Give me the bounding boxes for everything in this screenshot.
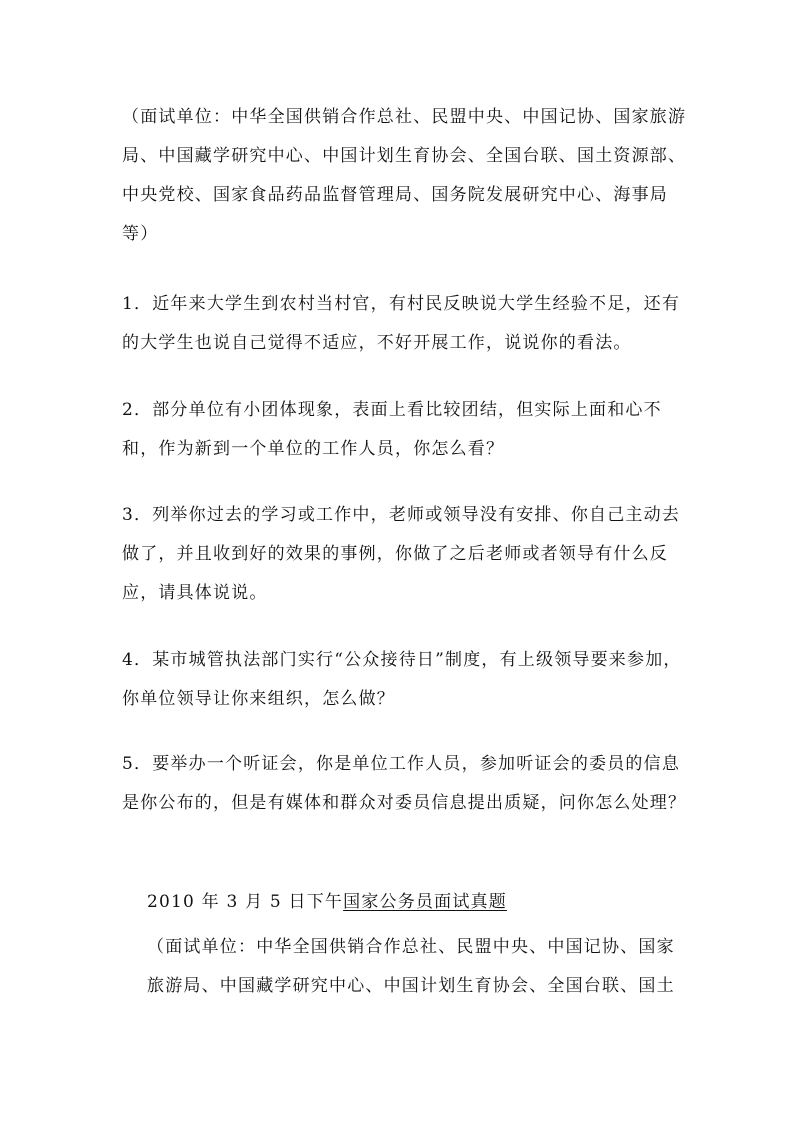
section-heading [147,883,687,922]
question-3: 3．列举你过去的学习或工作中，老师或领导没有安排、你自己主动去做了，并且收到好的效果的事例，你做了之后老师或者领导有什么反应，请具体说说。 [122,505,681,603]
question-5: 5．要举办一个听证会，你是单位工作人员，参加听证会的委员的信息是你公布的，但是有媒体和群众对委员信息提出质疑，问你怎么处理？ [122,754,687,813]
question-2: 2．部分单位有小团体现象，表面上看比较团结，但实际上面和心不和，作为新到一个单位的工作人员，你怎么看？ [122,400,662,459]
heading-date: 2010 年 3 月 5 日下午 [147,892,344,912]
exam-link[interactable]: 国家公务员面试真题 [343,892,507,912]
question-1: 1．近年来大学生到农村当村官，有村民反映说大学生经验不足，还有的大学生也说自己觉得不适应，不好开展工作，说说你的看法。 [122,294,681,353]
interview-units-paragraph: （面试单位：中华全国供销合作总社、民盟中央、中国记协、国家旅游局、中国藏学研究中心、中国计划生育协会、全国台联、国土资源部、中央党校、国家食品药品监督管理局、国务院发展研究中心、海事局等） [122,107,687,244]
question-4: 4．某市城管执法部门实行“公众接待日”制度，有上级领导要来参加，你单位领导让你来组织，怎么做？ [122,650,682,709]
interview-units-paragraph-2: （面试单位：中华全国供销合作总社、民盟中央、中国记协、国家旅游局、中国藏学研究中心、中国计划生育协会、全国台联、国土 [147,937,675,996]
